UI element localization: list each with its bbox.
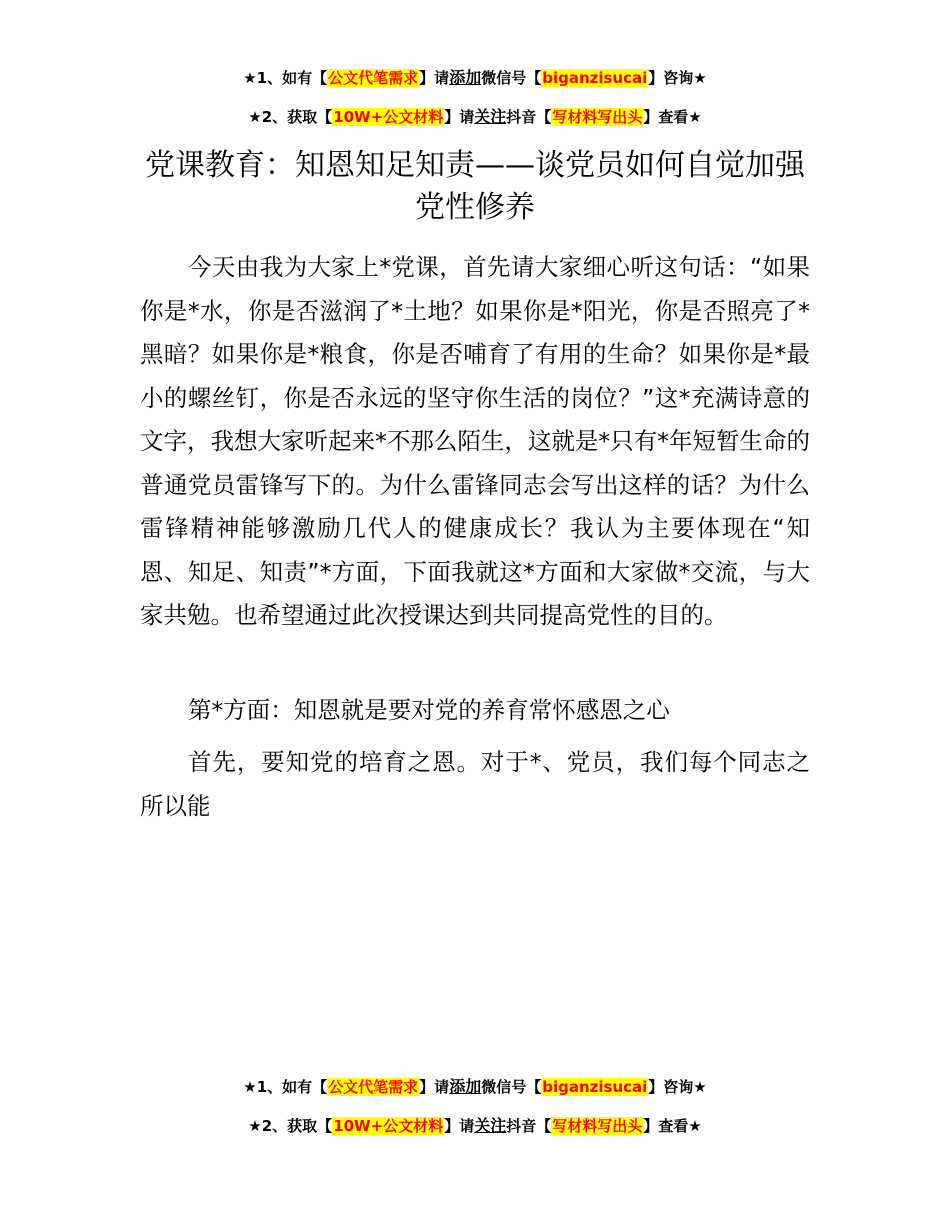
- promo-text: 】咨询★: [648, 1078, 707, 1096]
- promo-text: 】请: [419, 69, 450, 87]
- top-promo-line-2: [0, 107, 950, 127]
- promo-text: 】咨询★: [648, 69, 707, 87]
- promo-underlined-text: 添加: [449, 68, 482, 87]
- promo-text: ★2、获取【: [248, 1117, 333, 1135]
- promo-highlight-service: 公文代笔需求: [328, 1078, 419, 1096]
- promo-highlight-service: 公文代笔需求: [328, 69, 419, 87]
- bottom-promo-line-2: [0, 1116, 950, 1136]
- promo-text: 微信号【: [481, 1078, 542, 1096]
- promo-text: 】请: [444, 1117, 475, 1135]
- promo-highlight-materials: 10W+公文材料: [333, 108, 444, 126]
- document-title: 党课教育：知恩知足知责——谈党员如何自觉加强党性修养: [145, 148, 805, 225]
- promo-text: 】请: [419, 1078, 450, 1096]
- promo-highlight-wechat-id: biganzisucai: [542, 69, 648, 87]
- promo-underlined-text: 添加: [449, 1077, 482, 1096]
- promo-highlight-douyin: 写材料写出头: [552, 108, 643, 126]
- promo-text: 抖音【: [506, 108, 552, 126]
- promo-text: 抖音【: [506, 1117, 552, 1135]
- promo-underlined-text: 关注: [474, 107, 507, 126]
- promo-text: 】查看★: [643, 1117, 702, 1135]
- top-promo-line-1: [0, 68, 950, 88]
- promo-text: ★1、如有【: [243, 1078, 328, 1096]
- promo-text: 】请: [444, 108, 475, 126]
- bottom-promo-line-1: [0, 1077, 950, 1097]
- promo-text: ★1、如有【: [243, 69, 328, 87]
- body-paragraph: 首先，要知党的培育之恩。对于*、党员，我们每个同志之所以能: [140, 748, 810, 820]
- promo-text: 微信号【: [481, 69, 542, 87]
- promo-highlight-materials: 10W+公文材料: [333, 1117, 444, 1135]
- promo-underlined-text: 关注: [474, 1116, 507, 1135]
- promo-highlight-douyin: 写材料写出头: [552, 1117, 643, 1135]
- promo-text: ★2、获取【: [248, 108, 333, 126]
- promo-highlight-wechat-id: biganzisucai: [542, 1078, 648, 1096]
- body-paragraph-intro: 今天由我为大家上*党课，首先请大家细心听这句话：“如果你是*水，你是否滋润了*土地？如果你是*阳光，你是否照亮了*黑暗？如果你是*粮食，你是否哺育了有用的生命？如果你是*最小的螺丝钉，你是否永远的坚守你生活的岗位？”这*充满诗意的文字，我想大家听起来*不那么陌生，这就是*只有*年短暂生命的普通党员雷锋写下的。为什么雷锋同志会写出这样的话？为什么雷锋精神能够激励几代人的健康成长？我认为主要体现在“知恩、知足、知责”*方面，下面我就这*方面和大家做*交流，与大家共勉。也希望通过此次授课达到共同提高党性的目的。: [140, 253, 810, 629]
- section-heading: 第*方面：知恩就是要对党的养育常怀感恩之心: [188, 696, 670, 724]
- promo-text: 】查看★: [643, 108, 702, 126]
